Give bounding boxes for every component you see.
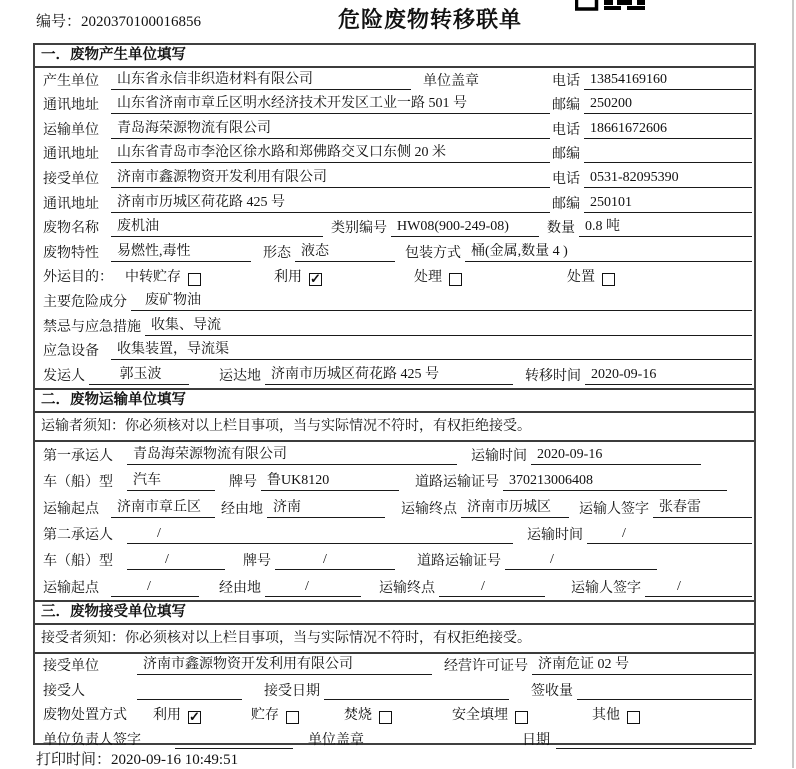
waste-name-label: 废物名称 [43,221,99,237]
option-disposal-storage: 贮存 [251,707,299,724]
route-end-label: 运输终点 [379,580,435,596]
producer-label: 产生单位 [43,73,99,89]
utilize-checkbox-icon [309,273,322,286]
transporter-address-value: 山东省青岛市李沧区徐水路和郑佛路交叉口东侧 20 米 [111,144,550,163]
route-end-label: 运输终点 [401,501,457,517]
phone-label: 电话 [552,171,580,187]
transfer-time-value: 2020-09-16 [585,366,752,385]
section3-header: 三．废物接受单位填写 [35,602,754,625]
print-time-value: 2020-09-16 10:49:51 [111,752,239,768]
row-route2 [35,573,754,599]
option-disposal-other: 其他 [592,707,640,724]
receiver-label: 接受单位 [43,171,99,187]
section1-header: 一．废物产生单位填写 [35,45,754,68]
row-transfer-purpose [35,265,754,290]
option-disposal-utilize: 利用 ✓ [153,707,201,724]
route2-start-value: / [111,578,199,597]
category-code-label: 类别编号 [331,221,387,237]
route-start-label: 运输起点 [43,580,99,596]
receive-unit-value: 济南市鑫源物资开发利用有限公司 [137,656,432,675]
phone-label: 电话 [552,122,580,138]
road-license-label: 道路运输证号 [415,475,499,491]
receive-unit-label: 接受单位 [43,659,99,674]
row-receive-unit [35,654,754,679]
row-waste-name [35,216,754,241]
carrier2-value: / [127,525,513,544]
option-dispose: 处置 [567,269,615,286]
accept-date-value [324,698,509,700]
plate-label: 牌号 [243,554,271,570]
quantity-value: 0.8 吨 [579,218,752,237]
row-carrier1 [35,442,754,468]
page-title: 危险废物转移联单 [338,7,523,32]
plate-label: 牌号 [229,475,257,491]
carrier1-label: 第一承运人 [43,449,113,465]
section2-header: 二．废物运输单位填写 [35,390,754,413]
address-label: 通讯地址 [43,196,99,212]
receiver-value: 济南市鑫源物资开发利用有限公司 [111,169,550,188]
row-transporter [35,117,754,142]
producer-phone-value: 13854169160 [584,71,752,90]
row-vehicle2 [35,547,754,573]
road-license-label: 道路运输证号 [417,554,501,570]
transfer-form-table [33,43,756,748]
transit-storage-checkbox-icon [188,273,201,286]
traits-label: 废物特性 [43,245,99,261]
serial-number-line [36,10,201,31]
destination-value: 济南市历城区荷花路 425 号 [265,366,513,385]
accept-date-label: 接受日期 [264,683,320,699]
date-label: 日期 [522,732,550,748]
option-disposal-landfill: 安全填埋 [452,707,528,724]
producer-value: 山东省永信非织造材料有限公司 [111,71,411,90]
serial-label: 编号： [36,14,82,30]
form-label: 形态 [263,245,291,261]
row-producer [35,68,754,93]
option-treat: 处理 [414,269,462,286]
transporter-label: 运输单位 [43,122,99,138]
carrier1-time-value: 2020-09-16 [531,446,701,465]
disposal-label: 废物处置方式 [43,708,127,723]
transfer-time-label: 转移时间 [525,368,581,384]
carrier2-label: 第二承运人 [43,527,113,543]
transporter-notice: 运输者须知：你必须核对以上栏目事项，当与实际情况不符时，有权拒绝接受。 [35,413,754,442]
hazard-value: 废矿物油 [131,292,752,311]
address-label: 通讯地址 [43,98,99,114]
section-receive [35,600,754,752]
route2-end-value: / [439,578,545,597]
packaging-label: 包装方式 [405,245,461,261]
route2-via-value: / [265,578,361,597]
disposal-incinerate-checkbox-icon [379,711,392,724]
transporter-value: 青岛海荣源物流有限公司 [111,120,550,139]
disposal-other-checkbox-icon [627,711,640,724]
receiver-address-value: 济南市历城区荷花路 425 号 [111,194,550,213]
traits-value: 易燃性,毒性 [111,243,251,262]
row-dispatch [35,363,754,388]
print-time-label: 打印时间： [36,752,112,768]
date-value [556,747,752,749]
waste-name-value: 废机油 [111,218,323,237]
zip-label: 邮编 [552,98,580,114]
row-carrier2 [35,521,754,547]
producer-address-value: 山东省济南市章丘区明水经济技术开发区工业一路 501 号 [111,95,550,114]
taboo-label: 禁忌与应急措施 [43,319,141,335]
row-receiver-address [35,191,754,216]
destination-label: 运达地 [219,368,261,384]
route1-start-value: 济南市章丘区 [111,499,215,518]
transport-time-label: 运输时间 [527,527,583,543]
via-label: 经由地 [219,580,261,596]
section-transport [35,388,754,600]
carrier-signature-label: 运输人签字 [571,580,641,596]
packaging-value: 桶(金属,数量 4 ) [465,243,752,262]
permit-label: 经营许可证号 [444,659,528,674]
signed-quantity-value [577,698,752,700]
form-value: 液态 [295,243,395,262]
producer-zip-value: 250200 [584,95,752,114]
vehicle-type-label: 车（船）型 [43,554,113,570]
vehicle2-type-value: / [127,551,225,570]
print-time-line [36,748,238,769]
disposal-utilize-checkbox-icon [188,711,201,724]
vehicle1-type-value: 汽车 [127,472,215,491]
disposal-landfill-checkbox-icon [515,711,528,724]
permit-value: 济南危证 02 号 [532,656,752,675]
row-disposal-method [35,703,754,728]
unit-signature-label: 单位负责人签字 [43,732,141,748]
vehicle-type-label: 车（船）型 [43,475,113,491]
category-code-value: HW08(900-249-08) [391,218,539,237]
section-producer [35,45,754,388]
vehicle1-license-value: 370213006408 [503,472,727,491]
page-edge-line [792,0,794,768]
row-emergency-equipment [35,339,754,364]
receiver-zip-value: 250101 [584,194,752,213]
vehicle1-plate-value: 鲁UK8120 [261,472,399,491]
hazard-label: 主要危险成分 [43,294,127,310]
zip-label: 邮编 [552,147,580,163]
serial-number: 2020370100016856 [81,14,202,30]
transporter-zip-value [584,161,752,163]
row-receiver [35,166,754,191]
receiver-notice: 接受者须知：你必须核对以上栏目事项，当与实际情况不符时，有权拒绝接受。 [35,625,754,654]
disposal-storage-checkbox-icon [286,711,299,724]
taboo-value: 收集、导流 [145,317,752,336]
route1-via-value: 济南 [267,499,385,518]
option-disposal-incinerate: 焚烧 [344,707,392,724]
unit-seal-label: 单位盖章 [423,73,479,89]
row-route1 [35,494,754,520]
dispose-checkbox-icon [602,273,615,286]
qr-code-fragment-icon [575,0,647,11]
zip-label: 邮编 [552,196,580,212]
equipment-label: 应急设备 [43,344,99,360]
route1-signature-value: 张春雷 [653,499,752,518]
equipment-value: 收集装置，导流渠 [111,341,752,360]
carrier2-time-value: / [587,525,752,544]
dispatcher-label: 发运人 [43,368,85,384]
unit-seal-label: 单位盖章 [308,732,364,748]
purpose-label: 外运目的： [43,270,113,286]
address-label: 通讯地址 [43,147,99,163]
row-taboo-measures [35,314,754,339]
via-label: 经由地 [221,501,263,517]
route2-signature-value: / [645,578,752,597]
route1-end-value: 济南市历城区 [461,499,569,518]
dispatcher-value: 郭玉波 [89,366,189,385]
vehicle2-plate-value: / [275,551,395,570]
row-producer-address [35,93,754,118]
option-transit-storage: 中转贮存 [125,269,201,286]
vehicle2-license-value: / [505,551,657,570]
acceptor-value [137,698,242,700]
signed-quantity-label: 签收量 [531,683,573,699]
treat-checkbox-icon [449,273,462,286]
acceptor-label: 接受人 [43,683,85,699]
row-hazard-components [35,289,754,314]
carrier1-value: 青岛海荣源物流有限公司 [127,446,457,465]
route-start-label: 运输起点 [43,501,99,517]
receiver-phone-value: 0531-82095390 [584,169,752,188]
row-acceptor [35,678,754,703]
transport-time-label: 运输时间 [471,449,527,465]
carrier-signature-label: 运输人签字 [579,501,649,517]
transporter-phone-value: 18661672606 [584,120,752,139]
quantity-label: 数量 [547,221,575,237]
option-utilize: 利用 ✓ [274,269,322,286]
phone-label: 电话 [552,73,580,89]
row-transporter-address [35,142,754,167]
row-waste-traits [35,240,754,265]
row-vehicle1 [35,468,754,494]
